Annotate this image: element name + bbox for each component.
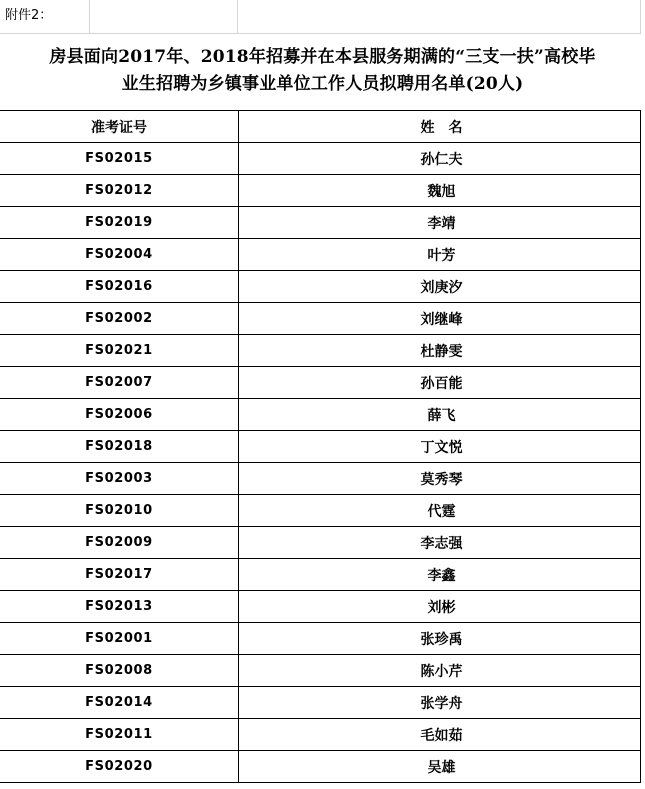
table-row xyxy=(0,559,640,591)
title-line-1: 房县面向2017年、2018年招募并在本县服务期满的“三支一扶”高校毕 xyxy=(49,47,596,67)
name-cell: 孙百能 xyxy=(420,375,463,392)
table-row xyxy=(0,463,640,495)
document-title xyxy=(0,44,645,98)
name-cell: 吴雄 xyxy=(427,759,456,776)
column-header-name: 姓名 xyxy=(420,119,477,136)
exam-id-cell: FS02002 xyxy=(0,303,239,334)
exam-id-cell: FS02010 xyxy=(0,495,239,526)
table-row xyxy=(0,495,640,527)
table-row xyxy=(0,303,640,335)
name-cell: 李靖 xyxy=(427,215,456,232)
name-cell: 张珍禹 xyxy=(420,631,463,648)
table-row xyxy=(0,687,640,719)
exam-id-cell: FS02007 xyxy=(0,367,239,398)
name-cell: 叶芳 xyxy=(427,247,456,264)
table-row xyxy=(0,751,640,783)
exam-id-cell: FS02004 xyxy=(0,239,239,270)
exam-id-cell: FS02014 xyxy=(0,687,239,718)
name-cell: 杜静雯 xyxy=(420,343,463,360)
table-row xyxy=(0,719,640,751)
exam-id-cell: FS02020 xyxy=(0,751,239,782)
table-header-row xyxy=(0,111,640,143)
name-cell: 张学舟 xyxy=(420,695,463,712)
exam-id-cell: FS02019 xyxy=(0,207,239,238)
name-cell: 刘彬 xyxy=(427,599,456,616)
name-cell: 莫秀琴 xyxy=(420,471,463,488)
exam-id-cell: FS02012 xyxy=(0,175,239,206)
top-gridline-row xyxy=(0,0,645,34)
exam-id-cell: FS02001 xyxy=(0,623,239,654)
table-row xyxy=(0,399,640,431)
exam-id-cell: FS02013 xyxy=(0,591,239,622)
table-row xyxy=(0,143,640,175)
grid-cell xyxy=(90,0,238,34)
name-cell: 李志强 xyxy=(420,535,463,552)
exam-id-cell: FS02006 xyxy=(0,399,239,430)
name-cell: 刘继峰 xyxy=(420,311,463,328)
exam-id-cell: FS02018 xyxy=(0,431,239,462)
name-cell: 魏旭 xyxy=(427,183,456,200)
table-row xyxy=(0,271,640,303)
table-row xyxy=(0,623,640,655)
name-cell: 代霆 xyxy=(427,503,456,520)
exam-id-cell: FS02011 xyxy=(0,719,239,750)
name-cell: 陈小芹 xyxy=(420,663,463,680)
table-row xyxy=(0,335,640,367)
name-cell: 毛如茹 xyxy=(420,727,463,744)
exam-id-cell: FS02008 xyxy=(0,655,239,686)
name-cell: 孙仁夫 xyxy=(420,151,463,168)
attachment-label: 附件2： xyxy=(5,8,53,23)
table-row xyxy=(0,655,640,687)
table-row xyxy=(0,175,640,207)
exam-id-cell: FS02003 xyxy=(0,463,239,494)
table-row xyxy=(0,431,640,463)
grid-cell xyxy=(238,0,641,34)
roster-table xyxy=(0,110,641,783)
table-row xyxy=(0,367,640,399)
title-line-2: 业生招聘为乡镇事业单位工作人员拟聘用名单(20人) xyxy=(121,74,524,94)
exam-id-cell: FS02009 xyxy=(0,527,239,558)
table-row xyxy=(0,527,640,559)
table-row xyxy=(0,591,640,623)
name-cell: 李鑫 xyxy=(427,567,456,584)
name-cell: 丁文悦 xyxy=(420,439,463,456)
exam-id-cell: FS02021 xyxy=(0,335,239,366)
exam-id-cell: FS02017 xyxy=(0,559,239,590)
exam-id-cell: FS02016 xyxy=(0,271,239,302)
name-cell: 薛飞 xyxy=(427,407,456,424)
table-row xyxy=(0,207,640,239)
column-header-id: 准考证号 xyxy=(0,111,239,142)
table-row xyxy=(0,239,640,271)
exam-id-cell: FS02015 xyxy=(0,143,239,174)
name-cell: 刘庚汐 xyxy=(420,279,463,296)
